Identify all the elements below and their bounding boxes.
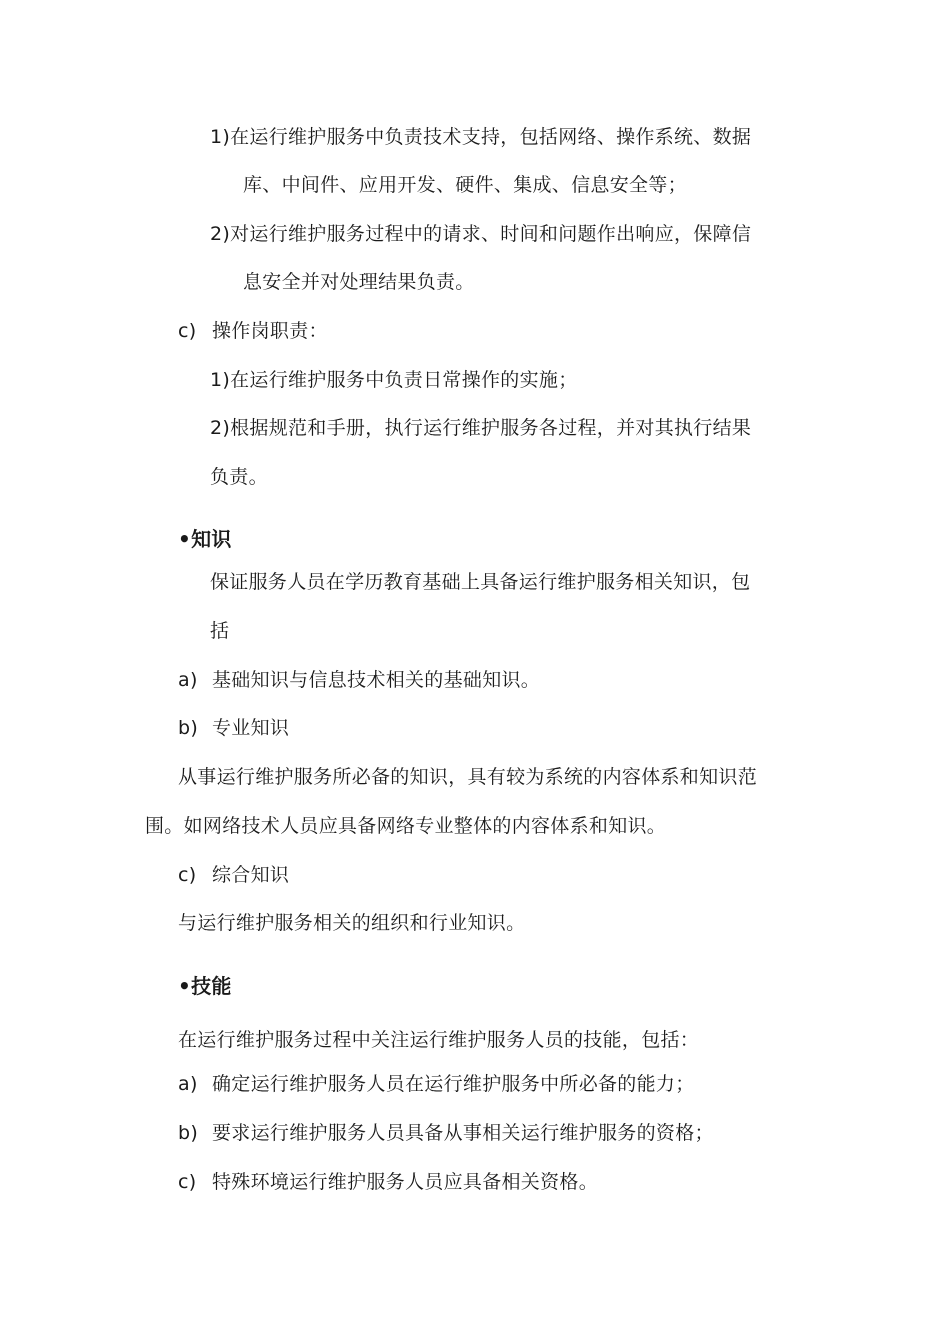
list-item-skill-capability [178,1071,695,1097]
list-item-text: 操作岗职责： [212,320,328,342]
paragraph-professional-line-1: 从事运行维护服务所必备的知识，具有较为系统的内容体系和知识范 [178,766,758,788]
list-item-response-line-1: 2)对运行维护服务过程中的请求、时间和问题作出响应，保障信 [210,223,752,245]
section-heading-knowledge: •知识 [178,527,232,551]
list-item-daily-operations: 1)在运行维护服务中负责日常操作的实施； [210,369,578,391]
list-marker: c) [178,320,197,342]
list-item-skill-special-environment [178,1169,598,1195]
list-marker: b) [178,1122,199,1144]
list-marker: a) [178,1073,198,1095]
list-item-procedures-line-1: 2)根据规范和手册，执行运行维护服务各过程，并对其执行结果 [210,417,752,439]
paragraph-general-knowledge: 与运行维护服务相关的组织和行业知识。 [178,912,526,934]
paragraph-professional-line-2: 围。如网络技术人员应具备网络专业整体的内容体系和知识。 [145,815,667,837]
list-item-text: 要求运行维护服务人员具备从事相关运行维护服务的资格； [212,1122,714,1144]
list-item-text: 确定运行维护服务人员在运行维护服务中所必备的能力； [212,1073,695,1095]
list-item-text: 综合知识 [212,864,290,886]
list-item-basic-knowledge [178,667,540,693]
list-marker: b) [178,717,199,739]
list-item-general-knowledge [178,862,289,888]
list-item-text: 基础知识与信息技术相关的基础知识。 [212,669,541,691]
paragraph-skills-intro: 在运行维护服务过程中关注运行维护服务人员的技能，包括： [178,1029,700,1051]
list-marker: c) [178,1171,197,1193]
list-item-text: 特殊环境运行维护服务人员应具备相关资格。 [212,1171,599,1193]
list-item-procedures-line-2: 负责。 [210,466,268,488]
list-marker: a) [178,669,198,691]
list-item-operator-duties [178,318,328,344]
list-marker: c) [178,864,197,886]
list-item-support-line-1: 1)在运行维护服务中负责技术支持，包括网络、操作系统、数据 [210,126,752,148]
list-item-text: 专业知识 [212,717,290,739]
list-item-response-line-2: 息安全并对处理结果负责。 [243,271,475,293]
section-heading-skills: •技能 [178,974,232,998]
paragraph-knowledge-intro-line-2: 括 [210,620,230,642]
list-item-skill-qualification [178,1120,714,1146]
list-item-support-line-2: 库、中间件、应用开发、硬件、集成、信息安全等； [243,174,687,196]
list-item-professional-knowledge [178,715,289,741]
paragraph-knowledge-intro-line-1: 保证服务人员在学历教育基础上具备运行维护服务相关知识，包 [210,571,751,593]
